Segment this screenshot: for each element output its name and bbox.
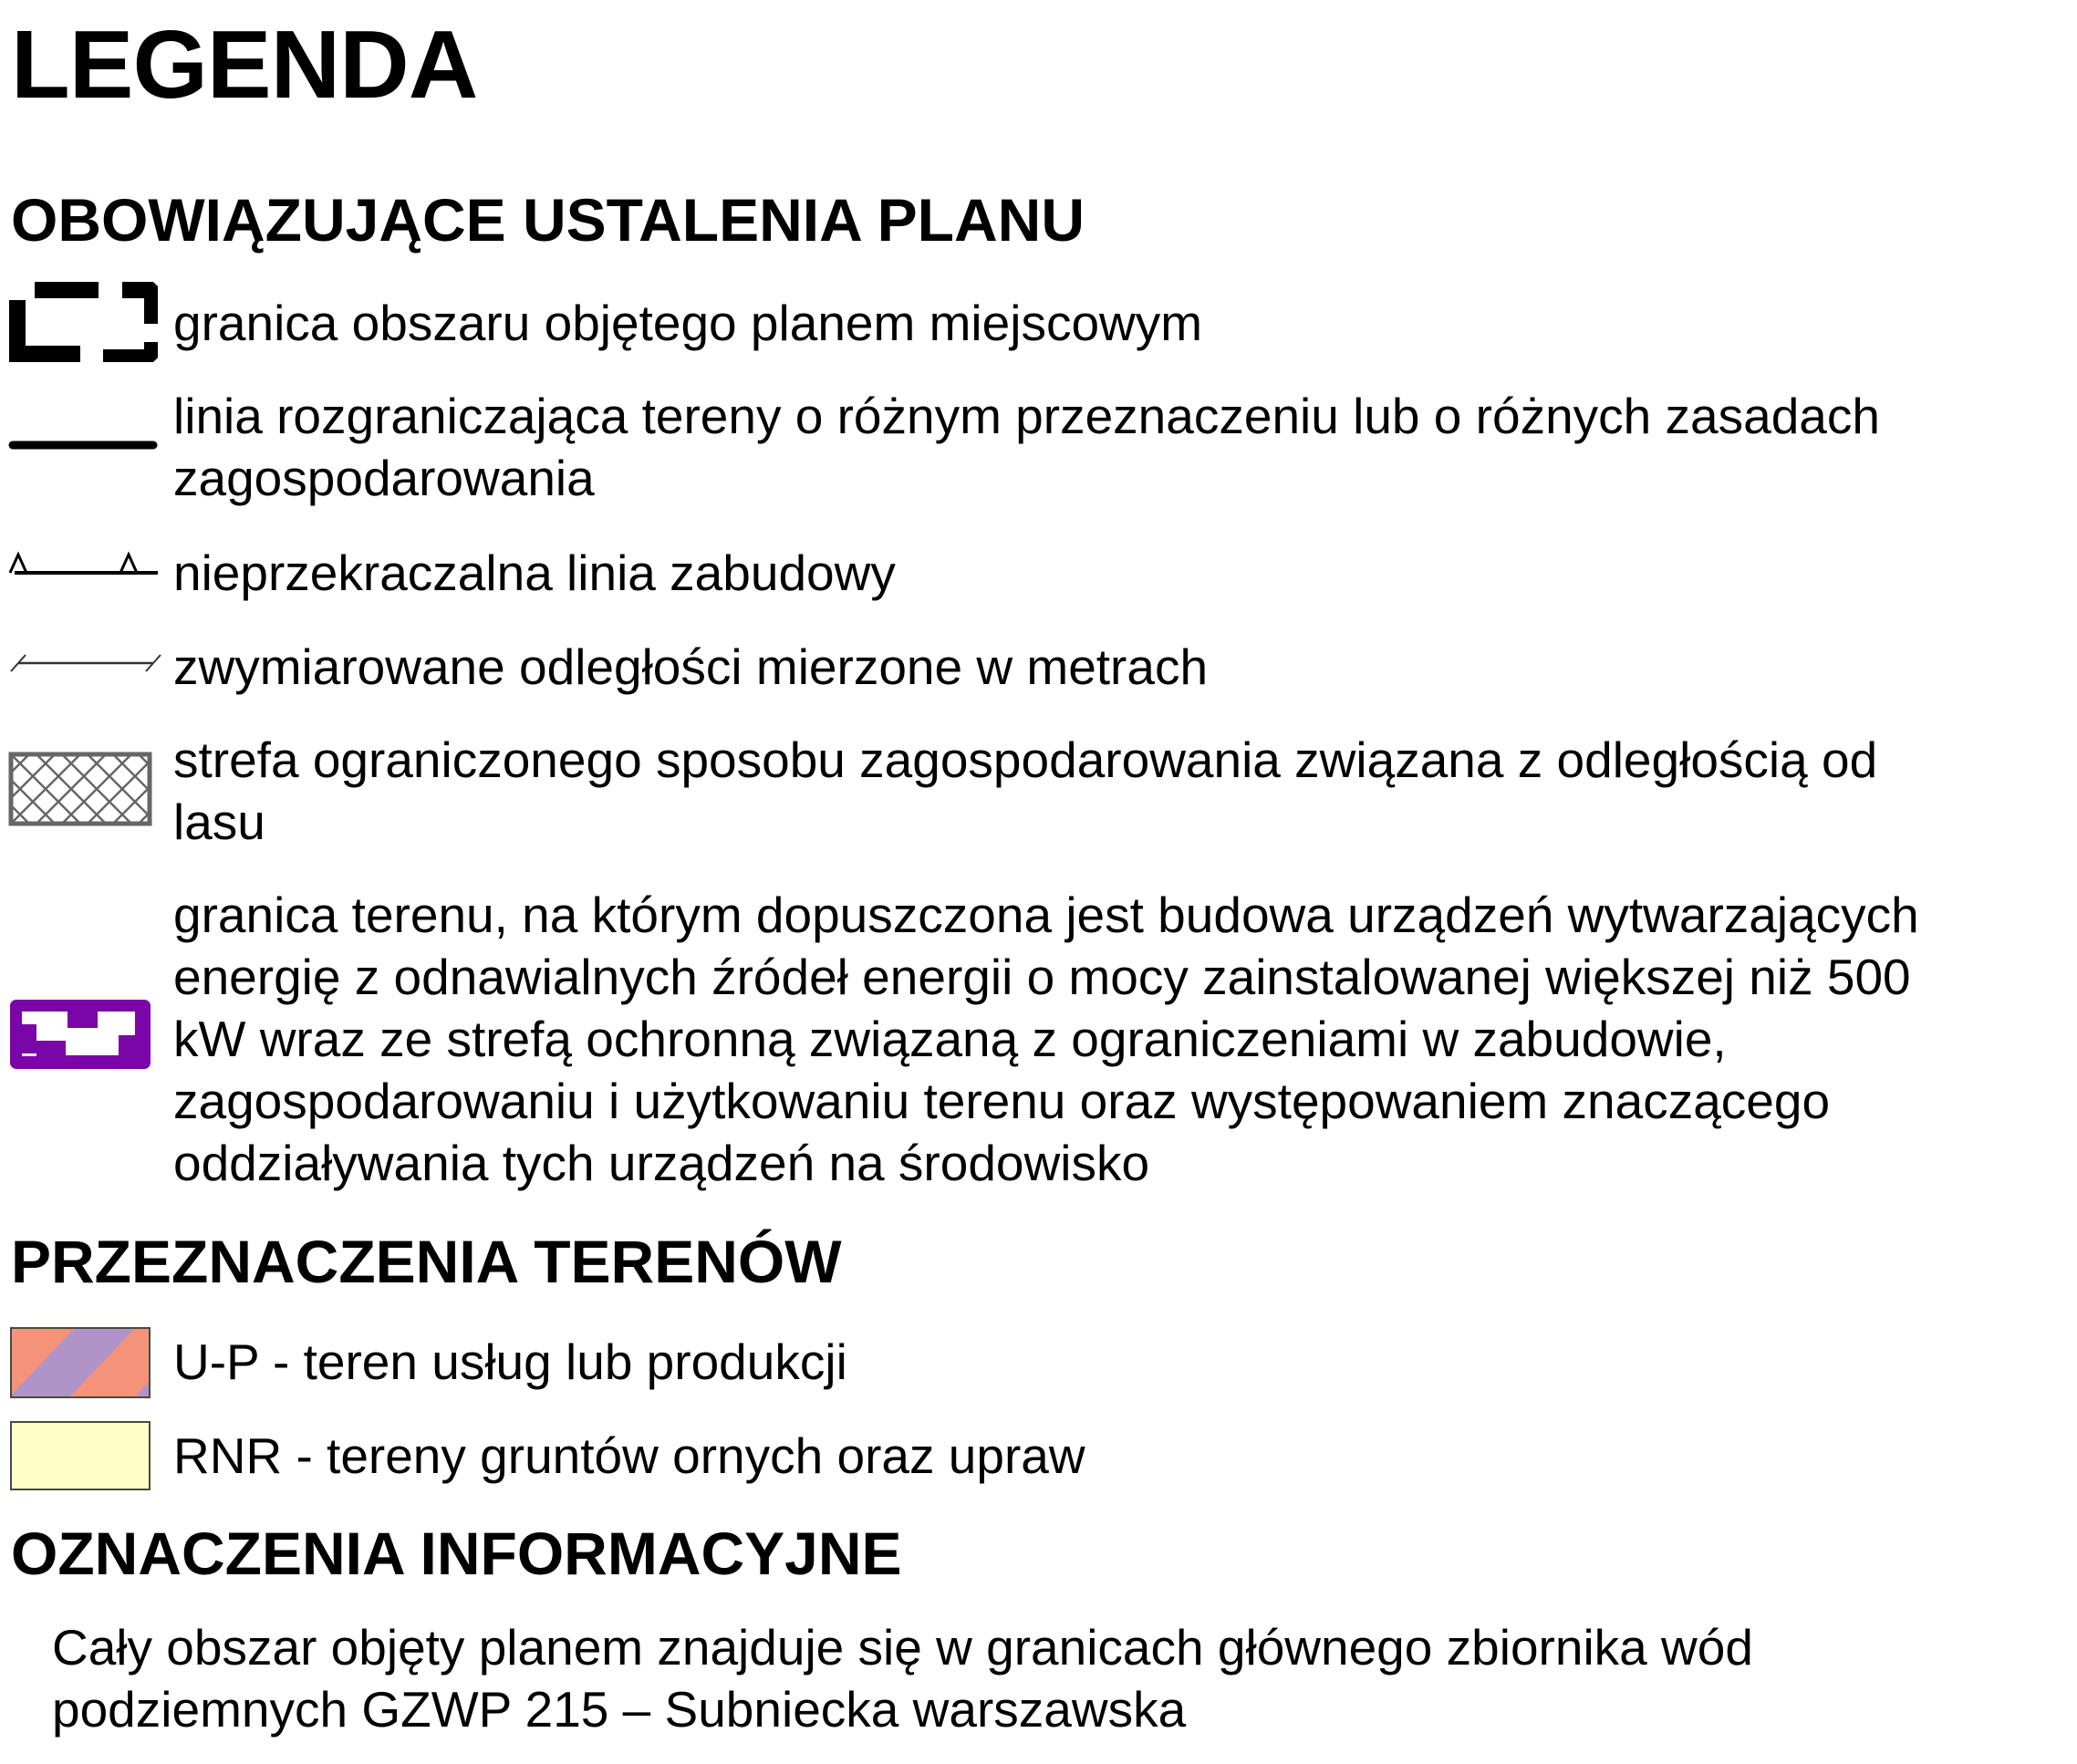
building-line-triangles-icon xyxy=(7,547,162,581)
legend-item-demarcation-line: linia rozgraniczająca tereny o różnym przeznaczeniu lub o różnych zasadach zagospodarowania xyxy=(173,388,1880,506)
legend-title: LEGENDA xyxy=(11,11,478,119)
up-striped-swatch-icon xyxy=(7,1324,153,1406)
legend-item-dimension-line: zwymiarowane odległości mierzone w metrach xyxy=(173,638,1209,695)
section-heading-info: OZNACZENIA INFORMACYJNE xyxy=(11,1520,902,1587)
rnr-swatch-icon xyxy=(7,1418,153,1498)
demarcation-line-icon xyxy=(7,436,158,459)
section-heading-landuse: PRZEZNACZENIA TERENÓW xyxy=(11,1228,842,1295)
legend-item-crosshatch-zone: strefa ograniczonego sposobu zagospodarowania związana z odległością od lasu xyxy=(173,732,1878,850)
dimension-line-icon xyxy=(7,649,162,681)
renewable-energy-boundary-icon xyxy=(7,997,153,1076)
section-heading-binding: OBOWIĄZUJĄCE USTALENIA PLANU xyxy=(11,186,1085,254)
legend-item-plan-boundary: granica obszaru objętego planem miejscowym xyxy=(173,295,1203,351)
info-note: Cały obszar objęty planem znajduje się w granicach głównego zbiornika wód podziemnych GZWP 215 – Subniecka warszawska xyxy=(52,1619,1753,1738)
legend-item-building-line: nieprzekraczalna linia zabudowy xyxy=(173,545,896,601)
legend-item-up: U-P - teren usług lub produkcji xyxy=(173,1333,847,1390)
legend-item-rnr: RNR - tereny gruntów ornych oraz upraw xyxy=(173,1427,1085,1484)
plan-boundary-dashed-icon xyxy=(7,278,158,369)
legend-item-renewable-energy-boundary: granica terenu, na którym dopuszczona jest budowa urządzeń wytwarzających energię z odnawialnych źródeł energii o mocy zainstalowanej większej niż 500 kW wraz ze strefą ochronną związaną z ograniczeniami w zabudowie, zagospodarowaniu i użytkowaniu terenu oraz występowaniem znaczącego oddziaływania tych urządzeń na środowisko xyxy=(173,887,1919,1191)
crosshatch-zone-icon xyxy=(7,751,153,832)
